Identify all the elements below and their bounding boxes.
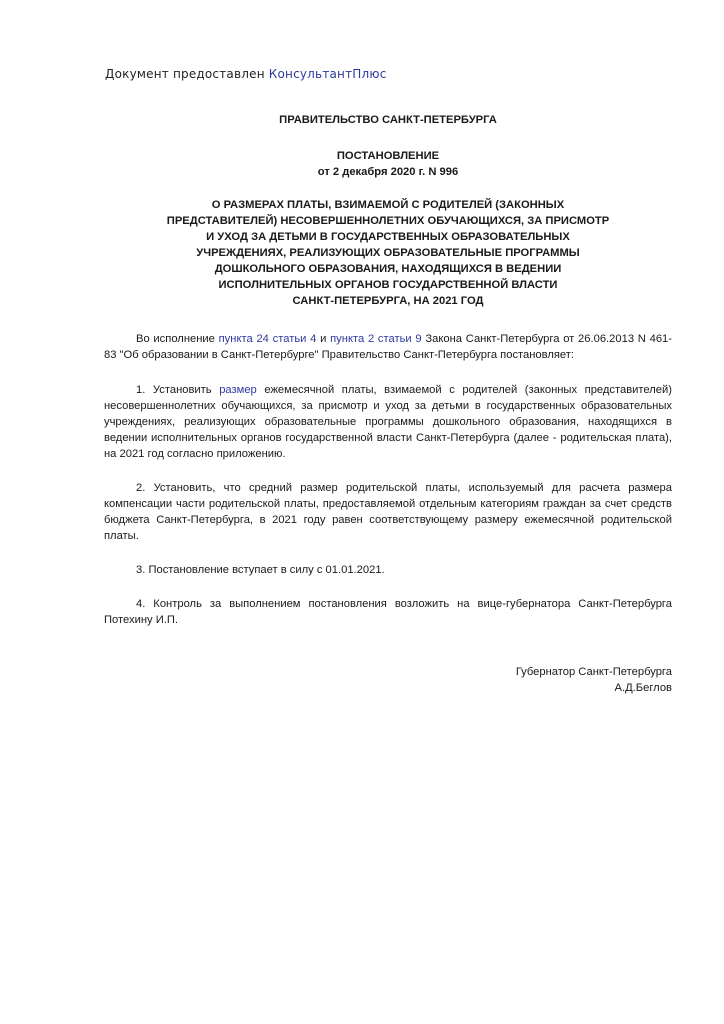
signatory-position: Губернатор Санкт-Петербурга <box>515 666 672 678</box>
intro-text: и <box>316 333 331 345</box>
consultantplus-link[interactable]: КонсультантПлюс <box>268 67 387 81</box>
document-title <box>104 197 672 309</box>
item-1-paragraph <box>104 382 672 462</box>
item-3-paragraph: 3. Постановление вступает в силу с 01.01.2021. <box>136 564 385 576</box>
title-line: САНКТ-ПЕТЕРБУРГА, НА 2021 ГОД <box>292 295 484 307</box>
document-type: ПОСТАНОВЛЕНИЕ <box>336 150 440 162</box>
signatory-name: А.Д.Беглов <box>614 682 672 694</box>
item-2-paragraph: 2. Установить, что средний размер родительской платы, используемый для расчета размера компенсации части родительской платы, предоставляемой отдельным категориям граждан за счет средств бюджета Санкт-Петербурга, в 2021 году равен соответствующему размеру ежемесячной родительской платы. <box>104 482 672 542</box>
provided-by-label: Документ предоставлен <box>105 67 269 81</box>
provided-by-line <box>105 67 387 81</box>
intro-paragraph <box>104 331 672 363</box>
intro-text: Во исполнение <box>136 333 219 345</box>
issuing-authority: ПРАВИТЕЛЬСТВО САНКТ-ПЕТЕРБУРГА <box>279 114 497 126</box>
title-line: ПРЕДСТАВИТЕЛЕЙ) НЕСОВЕРШЕННОЛЕТНИХ ОБУЧАЮЩИХСЯ, ЗА ПРИСМОТР <box>166 215 610 227</box>
fee-size-link[interactable]: размер <box>219 384 257 396</box>
title-line: И УХОД ЗА ДЕТЬМИ В ГОСУДАРСТВЕННЫХ ОБРАЗОВАТЕЛЬНЫХ <box>206 231 570 243</box>
item-1-text: 1. Установить <box>136 384 220 396</box>
title-line: ДОШКОЛЬНОГО ОБРАЗОВАНИЯ, НАХОДЯЩИХСЯ В ВЕДЕНИИ <box>214 263 562 275</box>
document-date-number: от 2 декабря 2020 г. N 996 <box>317 166 459 178</box>
law-article-9-link[interactable]: пункта 2 статьи 9 <box>330 333 422 345</box>
signature-block <box>104 664 672 696</box>
title-line: О РАЗМЕРАХ ПЛАТЫ, ВЗИМАЕМОЙ С РОДИТЕЛЕЙ (ЗАКОННЫХ <box>211 199 565 211</box>
item-1-text: ежемесячной платы, взимаемой с родителей (законных представителей) несовершеннолетних обучающихся, за присмотр и уход за детьми в государственных образовательных учреждениях, реализующих образовательные программы дошкольного образования, находящихся в ведении исполнительных органов государственной власти Санкт-Петербурга (далее - родительская плата), на 2021 год согласно приложению. <box>104 384 672 460</box>
item-4-paragraph: 4. Контроль за выполнением постановления возложить на вице-губернатора Санкт-Петербурга Потехину И.П. <box>104 598 672 626</box>
intro-text: Закона Санкт-Петербурга от 26.06.2013 N 461-83 "Об образовании в Санкт-Петербурге" Правительство Санкт-Петербурга постановляет: <box>104 333 672 361</box>
law-article-4-link[interactable]: пункта 24 статьи 4 <box>218 333 317 345</box>
document-body <box>104 112 672 696</box>
title-line: ИСПОЛНИТЕЛЬНЫХ ОРГАНОВ ГОСУДАРСТВЕННОЙ ВЛАСТИ <box>218 279 558 291</box>
title-line: УЧРЕЖДЕНИЯХ, РЕАЛИЗУЮЩИХ ОБРАЗОВАТЕЛЬНЫЕ ПРОГРАММЫ <box>196 247 580 259</box>
